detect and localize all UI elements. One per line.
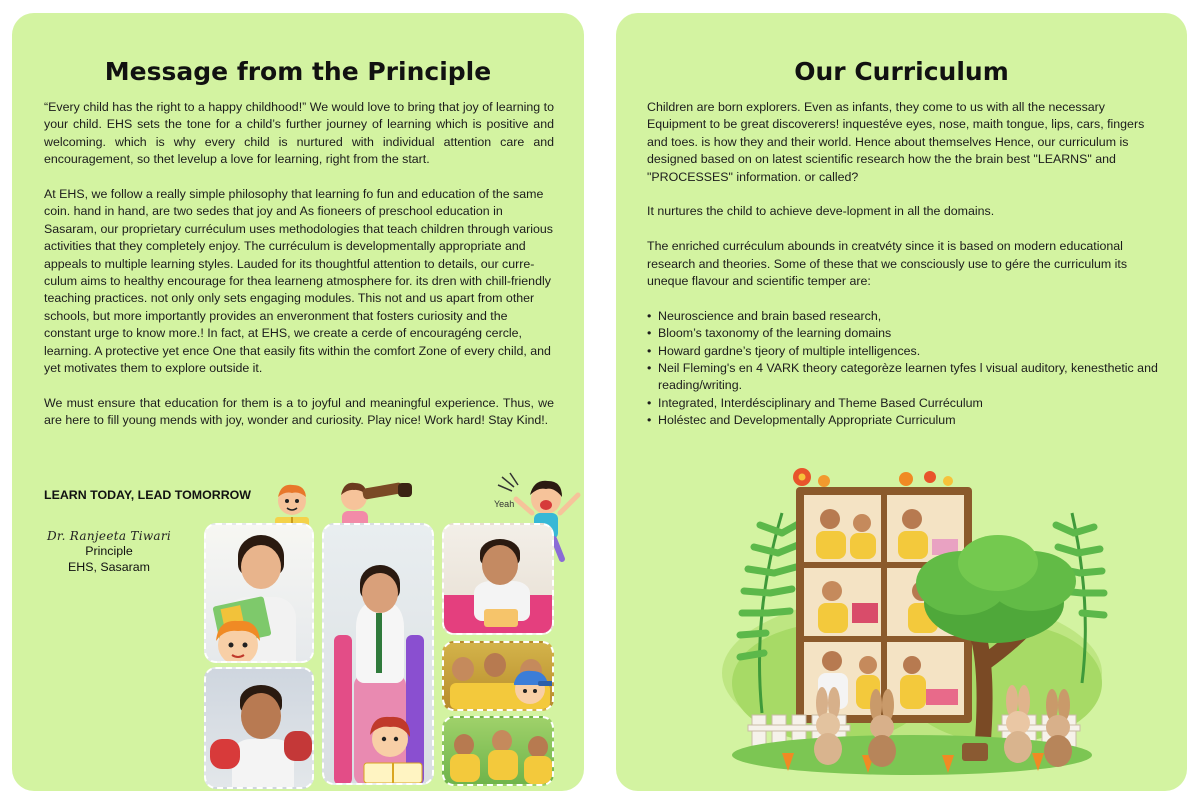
- principal-message-title: Message from the Principle: [104, 57, 492, 86]
- bullet-item: • Neuroscience and brain based research,: [647, 308, 1159, 325]
- message-paragraph-1: “Every child has the right to a happy childhood!” We would love to bring that joy of learning to your child. EHS sets the tone for a child’s further journey of learning which is positive and welcoming. which is why every child is nurtured with individual attention care and encouragement, so thet levelup a love for learning, right from the start.: [44, 100, 554, 167]
- photo-kids-group-activity: [442, 641, 554, 711]
- yeah-text: Yeah: [494, 499, 515, 509]
- cartoon-girl-reading: [354, 711, 434, 785]
- photo-girl-on-slide: [322, 523, 434, 785]
- photo-girl-with-book: [204, 523, 314, 663]
- curriculum-paragraph-2: It nurtures the child to achieve deve-lopment in all the domains.: [647, 204, 995, 219]
- school-motto: LEARN TODAY, LEAD TOMORROW: [44, 488, 251, 502]
- bullet-item: • Integrated, Interdésciplinary and Theme Based Curréculum: [647, 395, 1159, 412]
- bullet-item: • Howard gardne’s tjeory of multiple intelligences.: [647, 343, 1159, 360]
- message-paragraph-3: We must ensure that education for them is a to joyful and meaningful experience. Thus, we are here to fill young mends with joy, wonder and curiosity. Play nice! Work hard! Stay Kind!.: [44, 395, 554, 428]
- curriculum-illustration: [712, 453, 1112, 783]
- signer-role: Principle: [85, 544, 133, 558]
- flower-icon: [793, 468, 953, 487]
- bullet-item: • Holéstec and Developmentally Appropriate Curriculum: [647, 412, 1159, 429]
- curriculum-title: Our Curriculum: [794, 57, 1009, 86]
- curriculum-paragraph-1: Children are born explorers. Even as infants, they come to us with all the necessary Equipment to be great discoverers! inquestéve eyes, nose, maith tongue, lips, cars, fingers and toes. is how they and their world. Hence about themselves Hence, our curriculum is designed based on on latest scientific research how the the brain best "LEARNS" and "PROCESSES" information. or called?: [647, 100, 1145, 184]
- photo-boy-painted-hands: [204, 667, 314, 789]
- bullet-item: • Bloom’s taxonomy of the learning domains: [647, 325, 1159, 342]
- cartoon-boy-cap: [504, 663, 554, 711]
- signer-org: EHS, Sasaram: [68, 560, 150, 574]
- cartoon-girl-peeking: [206, 611, 276, 663]
- bullet-item: • Neil Fleming's en 4 VARK theory categorèze learnen tyfes l visual auditory, kenesthetic and reading/writing.: [647, 360, 1159, 395]
- principal-message-panel: [12, 13, 584, 791]
- photo-boy-at-table: [442, 523, 554, 635]
- curriculum-bullet-list: [647, 308, 1159, 430]
- signature-block: [44, 529, 174, 575]
- photo-kids-on-floor: [442, 716, 554, 786]
- principal-message-body: [44, 99, 554, 447]
- principal-signature: Dr. Ranjeeta Tiwari: [46, 529, 172, 543]
- message-paragraph-2: At EHS, we follow a really simple philosophy that learning fo fun and education of the same coin. hand in hand, are two sedes that joy and As fioneers of preschool education in Sasaram, our proprietary curréculum uses methodologies that teach children through various activities that they completely enjoy. The curréculum is developmentally appropriate and appeals to multiple learning styles. Lauded for its thoughtful attention to details, our curre-culum aims to healthy encourage for thea learneng atmosphere for. its dren with chill-friendly teaching practices. not only only sets engaging modules. This not and us apart from other schools, but more importantly provides an enveronment that fosters curiosity and the constant urge to know more.! In fact, at EHS, we create a cerde of encouragéng cercle, learning. A protective yet ence One that easily fits within the comfort Zone of every child, and yet motivates them to explore outside it.: [44, 187, 553, 376]
- curriculum-paragraph-3: The enriched curréculum abounds in creatvéty since it is based on modern educational research and theories. Some of these that we consciously use to gére the curriculum its uneque flavour and scientific temper are:: [647, 239, 1128, 289]
- curriculum-body: [647, 99, 1159, 430]
- curriculum-panel: [616, 13, 1187, 791]
